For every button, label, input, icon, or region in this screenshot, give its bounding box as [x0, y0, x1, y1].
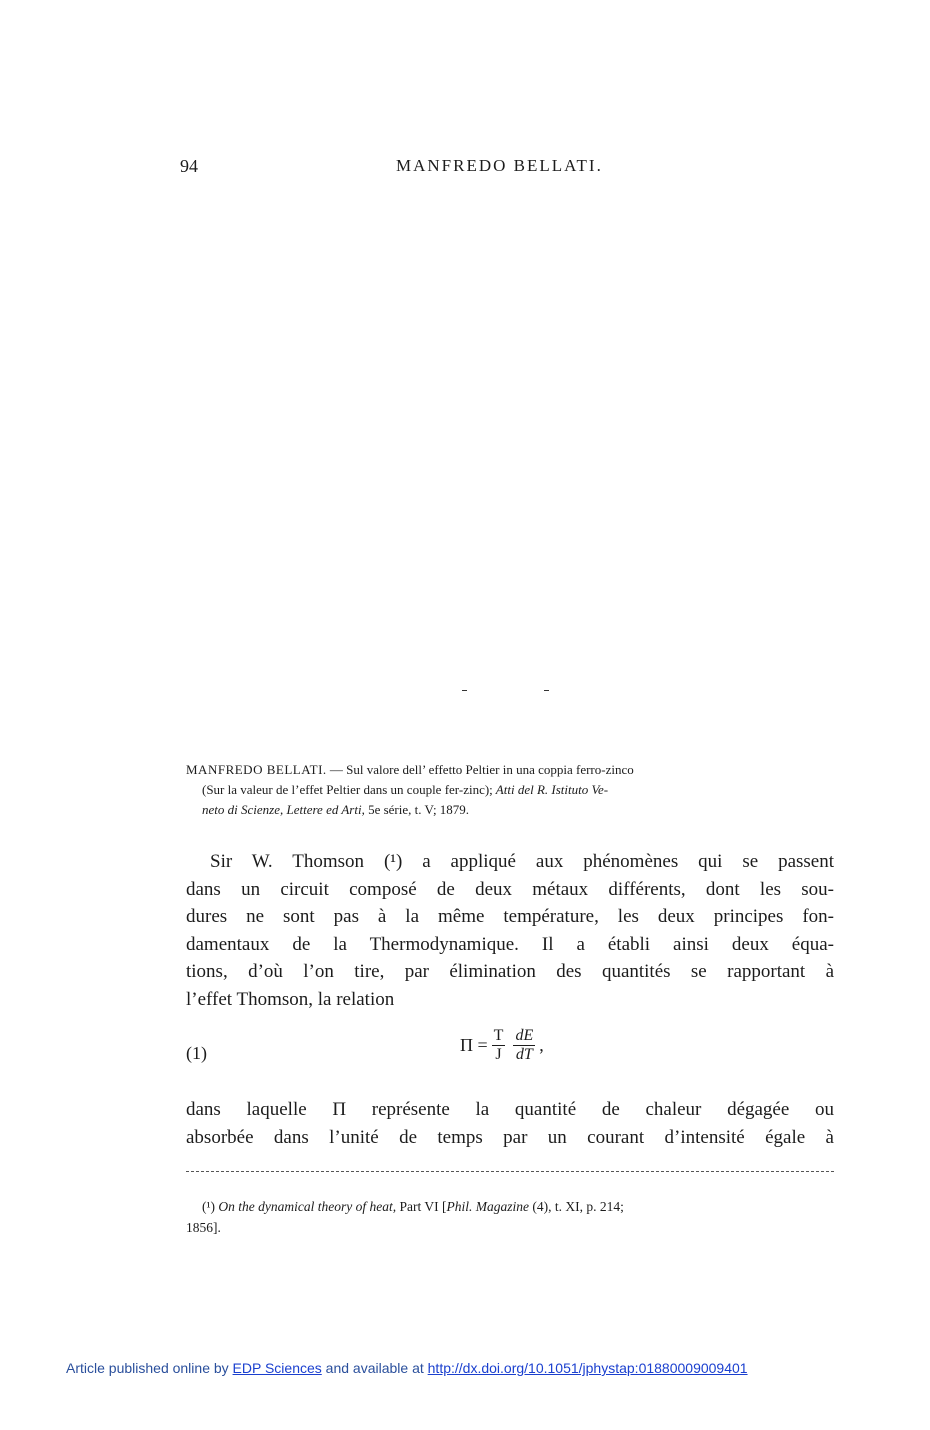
- body-line: dans un circuit composé de deux métaux différents, dont les sou-: [186, 878, 834, 900]
- abstract-line-1: [186, 760, 834, 780]
- abstract-line-2: [186, 780, 834, 800]
- page-number: 94: [180, 156, 198, 176]
- publisher-link[interactable]: EDP Sciences: [232, 1360, 322, 1376]
- body-line: l’effet Thomson, la relation: [186, 988, 395, 1010]
- footnote-line-1: [186, 1196, 834, 1217]
- abstract-title: — Sul valore dell’ effetto Peltier in una coppia ferro-zinco: [326, 762, 634, 777]
- body-line: dures ne sont pas à la même température, les deux principes fon-: [186, 906, 834, 927]
- body-paragraph-1: [186, 848, 834, 1013]
- fraction-denominator: dT: [515, 1046, 533, 1063]
- fraction-t-over-j: [492, 1027, 506, 1064]
- abstract-reference: [186, 760, 834, 820]
- footnote-part: Part VI [: [396, 1199, 447, 1214]
- publisher-prefix: Article published online by: [66, 1360, 233, 1376]
- abstract-line-3: [186, 800, 834, 820]
- fraction-numerator: T: [493, 1027, 504, 1044]
- running-header: MANFREDO BELLATI.: [396, 156, 603, 175]
- body-line: Sir W. Thomson (¹) a appliqué aux phénomènes qui se passent: [210, 851, 834, 872]
- footnote-title: On the dynamical theory of heat,: [215, 1199, 397, 1214]
- publisher-banner: [66, 1360, 748, 1376]
- footnote-separator: [186, 1171, 834, 1173]
- footnote-volume: (4), t. XI, p. 214;: [529, 1199, 624, 1214]
- equation: [460, 1027, 544, 1064]
- abstract-author: MANFREDO BELLATI.: [186, 762, 327, 777]
- abstract-journal-part2: neto di Scienze, Lettere ed Arti,: [202, 802, 365, 817]
- doi-link[interactable]: http://dx.doi.org/10.1051/jphystap:01880009009401: [427, 1360, 748, 1376]
- footnote-journal: Phil. Magazine: [446, 1199, 530, 1214]
- abstract-french-title: (Sur la valeur de l’effet Peltier dans un couple fer-zinc);: [202, 782, 493, 797]
- section-separator: [462, 690, 552, 692]
- footnote: [186, 1196, 834, 1238]
- body-line: tions, d’où l’on tire, par élimination des quantités se rapportant à: [186, 961, 834, 982]
- body-line: damentaux de la Thermodynamique. Il a établi ainsi deux équa-: [186, 933, 834, 955]
- body-line: dans laquelle Π représente la quantité de chaleur dégagée ou: [186, 1099, 834, 1120]
- publisher-middle: and available at: [321, 1360, 428, 1376]
- footnote-marker: (¹): [202, 1199, 216, 1214]
- equation-lhs: Π =: [460, 1035, 488, 1055]
- footnote-line-2: 1856].: [186, 1220, 221, 1235]
- fraction-denominator: J: [495, 1046, 502, 1063]
- body-line: absorbée dans l’unité de temps par un courant d’intensité égale à: [186, 1126, 834, 1148]
- abstract-journal-part1: Atti del R. Istituto Ve-: [492, 782, 609, 797]
- fraction-de-over-dt: [513, 1027, 535, 1064]
- fraction-numerator: dE: [515, 1027, 534, 1044]
- abstract-series: 5e série, t. V; 1879.: [364, 802, 470, 817]
- body-paragraph-2: [186, 1096, 834, 1151]
- equation-trailing: ,: [539, 1035, 544, 1055]
- equation-label: (1): [186, 1043, 207, 1063]
